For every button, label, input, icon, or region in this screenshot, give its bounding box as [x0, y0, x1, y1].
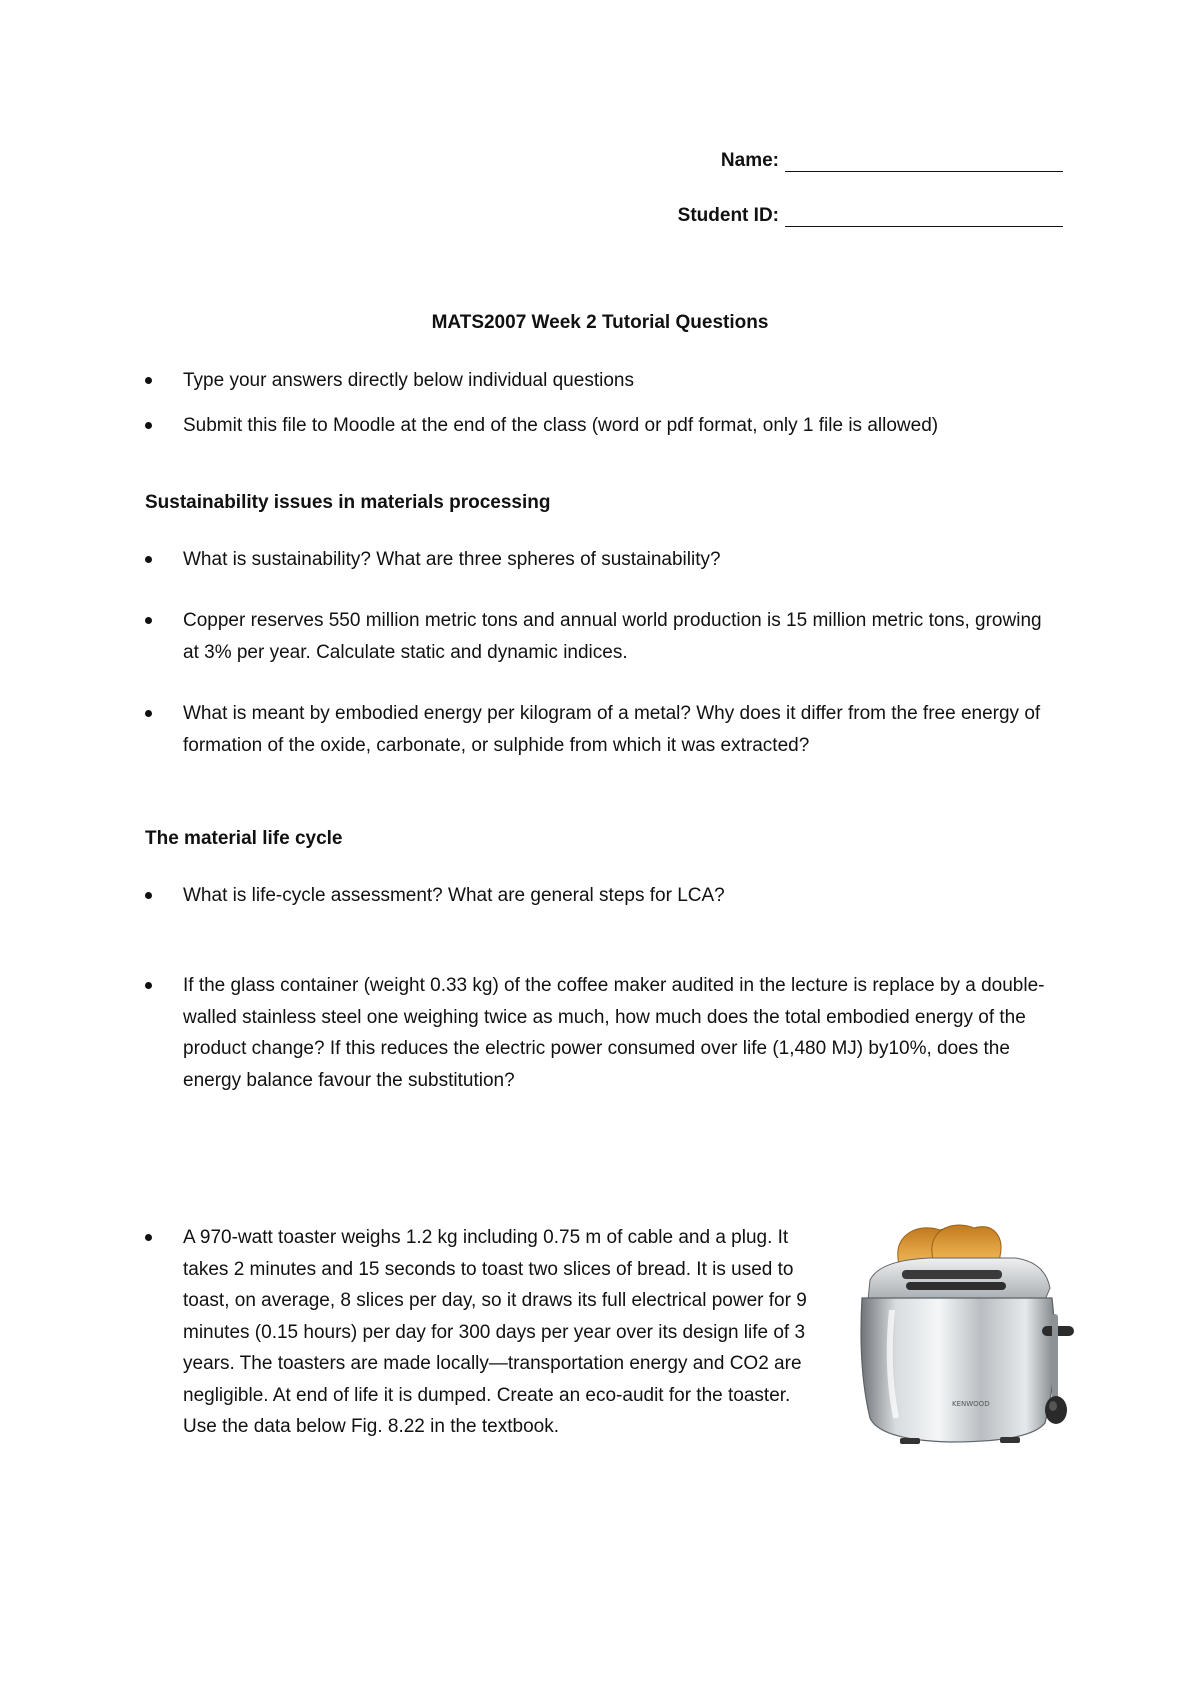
- question-item: [145, 970, 1050, 1096]
- question-item: [145, 880, 1045, 912]
- question-text: What is meant by embodied energy per kilogram of a metal? Why does it differ from the free energy of formation of the oxide, carbonate, or sulphide from which it was extracted?: [183, 703, 1041, 756]
- question-item: [145, 698, 1050, 761]
- name-label: Name:: [720, 150, 779, 171]
- instruction-text: Submit this file to Moodle at the end of the class (word or pdf format, only 1 file is allowed): [183, 415, 939, 436]
- student-id-field[interactable]: [678, 205, 1063, 227]
- question-text: If the glass container (weight 0.33 kg) of the coffee maker audited in the lecture is replace by a double-walled stainless steel one weighing twice as much, how much does the total embodied energy of the product change? If this reduces the electric power consumed over life (1,480 MJ) by10%, does the energy balance favour the substitution?: [183, 975, 1045, 1091]
- section-heading-life-cycle: The material life cycle: [145, 828, 343, 849]
- bullet-icon: [145, 982, 152, 989]
- question-item: [145, 544, 1045, 576]
- bullet-icon: [145, 422, 152, 429]
- question-text: What is sustainability? What are three spheres of sustainability?: [183, 549, 721, 570]
- bullet-icon: [145, 1234, 152, 1241]
- document-title: MATS2007 Week 2 Tutorial Questions: [431, 312, 769, 333]
- student-id-line[interactable]: [785, 208, 1063, 227]
- question-text: A 970-watt toaster weighs 1.2 kg including 0.75 m of cable and a plug. It takes 2 minutes and 15 seconds to toast two slices of bread. It is used to toast, on average, 8 slices per day, so it draws its full electrical power for 9 minutes (0.15 hours) per day for 300 days per year over its design life of 3 years. The toasters are made locally—transportation energy and CO2 are negligible. At end of life it is dumped. Create an eco-audit for the toaster. Use the data below Fig. 8.22 in the textbook.: [183, 1227, 807, 1437]
- section-heading-sustainability: Sustainability issues in materials processing: [145, 492, 551, 513]
- bullet-icon: [145, 556, 152, 563]
- instruction-item: [145, 410, 1045, 442]
- question-item: [145, 605, 1045, 668]
- name-field[interactable]: [721, 150, 1063, 172]
- bullet-icon: [145, 710, 152, 717]
- instruction-item: [145, 365, 1045, 397]
- name-line[interactable]: [785, 153, 1063, 172]
- bullet-icon: [145, 617, 152, 624]
- question-text: What is life-cycle assessment? What are general steps for LCA?: [183, 885, 725, 906]
- toaster-image: [840, 1218, 1080, 1448]
- bullet-icon: [145, 892, 152, 899]
- brand-mark: KENWOOD: [952, 1400, 990, 1408]
- question-item: [145, 1222, 813, 1443]
- student-id-label: Student ID:: [677, 205, 779, 226]
- instruction-text: Type your answers directly below individual questions: [183, 370, 634, 391]
- question-text: Copper reserves 550 million metric tons and annual world production is 15 million metric tons, growing at 3% per year. Calculate static and dynamic indices.: [183, 610, 1042, 663]
- bullet-icon: [145, 377, 152, 384]
